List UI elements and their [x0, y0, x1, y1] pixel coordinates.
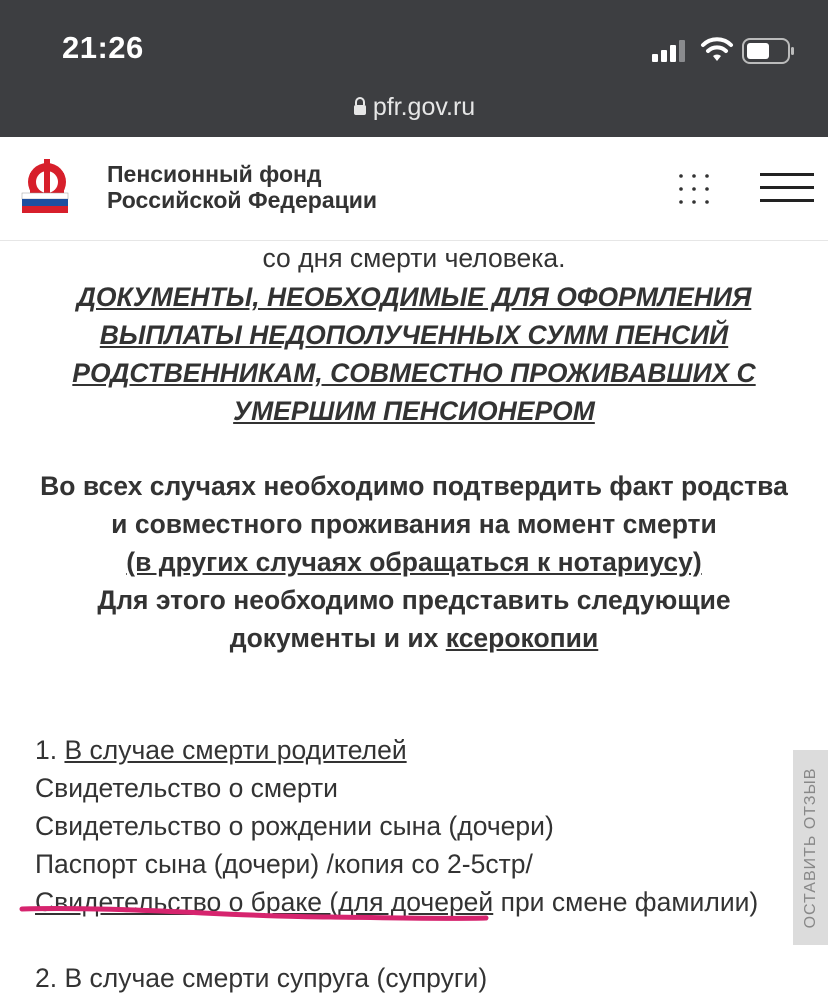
list-item	[35, 883, 775, 921]
section1-title	[35, 731, 775, 769]
intro-text: Во всех случаях необходимо подтвердить факт родства и совместного проживания на момент смерти	[40, 471, 788, 539]
section1-num: 1.	[35, 735, 65, 765]
site-header	[0, 137, 828, 241]
battery-icon	[742, 38, 796, 64]
address-bar[interactable]	[0, 93, 828, 122]
wifi-icon	[700, 37, 734, 63]
menu-icon[interactable]	[760, 173, 814, 203]
url-text: pfr.gov.ru	[372, 93, 476, 121]
feedback-tab[interactable]	[793, 750, 828, 945]
lock-icon	[353, 97, 367, 115]
documents-list	[35, 731, 775, 997]
list-item: Свидетельство о смерти	[35, 773, 338, 803]
list-item: Паспорт сына (дочери) /копия со 2-5стр/	[35, 849, 533, 879]
documents-heading: ДОКУМЕНТЫ, НЕОБХОДИМЫЕ ДЛЯ ОФОРМЛЕНИЯ ВЫПЛАТЫ НЕДОПОЛУЧЕННЫХ СУММ ПЕНСИЙ РОДСТВЕННИКАМ, СОВМЕСТНО ПРОЖИВАВШИХ С УМЕРШИМ ПЕНСИОНЕРОМ	[72, 282, 756, 426]
site-title-line2: Российской Федерации	[107, 187, 378, 213]
feedback-label: ОСТАВИТЬ ОТЗЫВ	[801, 767, 819, 928]
docs-prefix: Для этого необходимо представить следующие документы и их	[97, 585, 731, 653]
browser-status-bar	[0, 0, 828, 137]
cellular-signal-icon	[652, 40, 688, 62]
section2-title: 2. В случае смерти супруга (супруги)	[35, 963, 488, 993]
site-title[interactable]	[107, 161, 377, 213]
docs-paragraph	[40, 581, 788, 657]
pfr-logo-icon[interactable]	[18, 159, 76, 217]
marriage-cert-rest: при смене фамилии)	[493, 887, 759, 917]
article-content	[0, 241, 828, 1005]
text-line: со дня смерти человека.	[262, 243, 566, 273]
list-item: Свидетельство о рождении сына (дочери)	[35, 811, 554, 841]
marriage-cert-link[interactable]: Свидетельство о браке (для дочерей	[35, 887, 494, 917]
xerocopy-link[interactable]: ксерокопии	[445, 623, 599, 653]
section1-link[interactable]: В случае смерти родителей	[64, 735, 407, 765]
status-time: 21:26	[62, 30, 144, 65]
notary-note: (в других случаях обращаться к нотариусу)	[126, 547, 702, 577]
intro-block	[40, 467, 788, 657]
site-title-line1: Пенсионный фонд	[107, 161, 322, 187]
apps-grid-icon[interactable]	[678, 173, 710, 205]
